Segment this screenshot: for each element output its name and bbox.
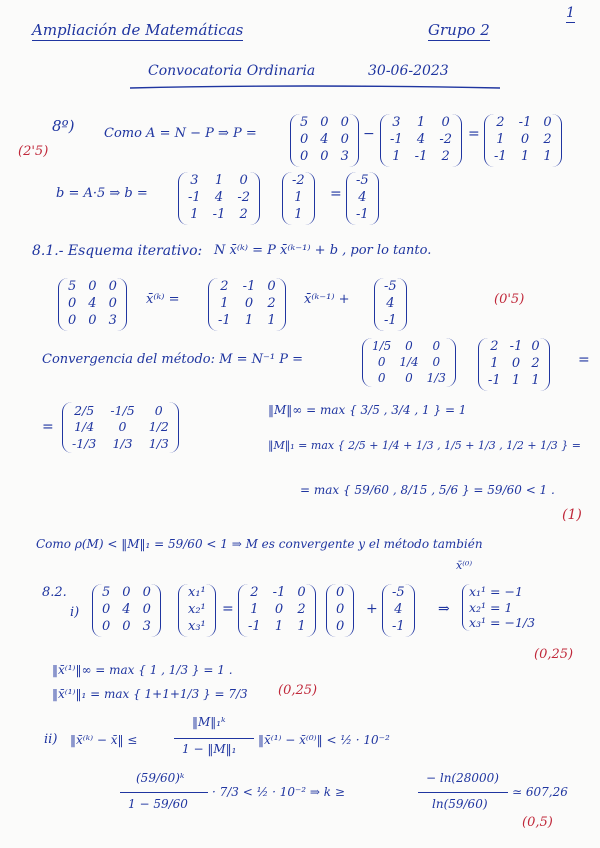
k-bar (418, 792, 508, 793)
P-matrix: 2 -1 0 1 0 2 -1 1 1 (484, 114, 562, 167)
error-bound-bar (174, 738, 254, 739)
b-equals: = (330, 186, 342, 202)
M-equals-leading: = (42, 419, 54, 435)
step1-plus: + (366, 601, 378, 617)
step1-equals: = (222, 601, 234, 617)
ineq-den: 1 − 59/60 (128, 797, 188, 811)
iter-rhs-var: x̄⁽ᵏ⁻¹⁾ + (304, 292, 350, 307)
norm-x1-inf: ‖x̄⁽¹⁾‖∞ = max { 1 , 1/3 } = 1 . (52, 663, 233, 677)
norm-1-M-b: = max { 59/60 , 8/15 , 5/6 } = 59/60 < 1 . (300, 483, 555, 497)
norm-1-M-a: ‖M‖₁ = max { 2/5 + 1/4 + 1/3 , 1/5 + 1/3 , 1/2 + 1/3 } = (268, 439, 582, 452)
error-bound-tail: ‖x̄⁽¹⁾ − x̄⁽⁰⁾‖ < ½ · 10⁻² (258, 733, 390, 747)
problem-label: 8º) (52, 117, 75, 135)
course-title: Ampliación de Matemáticas (32, 21, 244, 39)
convocatoria-label: Convocatoria Ordinaria (148, 63, 316, 79)
iter-lhs-matrix: 5 0 0 0 4 0 0 0 3 (58, 278, 127, 331)
k-num: − ln(28000) (426, 771, 499, 785)
step1-const-vector: -5 4 -1 (382, 584, 415, 637)
score-norms: (0,25) (278, 683, 318, 698)
iter-lhs-var: x̄⁽ᵏ⁾ = (146, 292, 180, 307)
conclusion-sub: x̄⁽⁰⁾ (456, 559, 473, 572)
M-equals-trailing: = (578, 352, 590, 368)
step1-unknown-vector: x₁¹ x₂¹ x₃¹ (178, 584, 216, 637)
score-step1: (0,25) (534, 647, 574, 662)
score-convergence: (1) (562, 507, 582, 523)
step1-solution: x₁¹ = −1 x₂¹ = 1 x₃¹ = −1/3 (462, 584, 535, 631)
error-bound-num: ‖M‖₁ᵏ (192, 715, 226, 729)
error-bound-den: 1 − ‖M‖₁ (182, 742, 237, 756)
item-i-label: i) (70, 605, 80, 620)
implies-arrow: ⇒ (438, 601, 450, 617)
k-result: ≃ 607,26 (512, 785, 568, 799)
convergence-label: Convergencia del método: M = N⁻¹ P = (42, 352, 303, 367)
group-label: Grupo 2 (428, 21, 490, 39)
split-intro: Como A = N − P ⇒ P = (104, 126, 257, 141)
step1-rhs-matrix: 2 -1 0 1 0 2 -1 1 1 (238, 584, 316, 637)
part-8-2-label: 8.2. (42, 585, 67, 600)
score-step2: (0,5) (522, 815, 553, 830)
M-matrix: 2/5 -1/5 0 1/4 0 1/2 -1/3 1/3 1/3 (62, 402, 179, 453)
equals-sign: = (468, 126, 480, 142)
b-vector-out: -5 4 -1 (346, 172, 379, 225)
error-bound-lhs: ‖x̄⁽ᵏ⁾ − x̄‖ ≤ (70, 733, 138, 747)
N-matrix: 5 0 0 0 4 0 0 0 3 (290, 114, 359, 167)
step1-zero-vector: 0 0 0 (326, 584, 354, 637)
ineq-mid: · 7/3 < ½ · 10⁻² ⇒ k ≥ (212, 785, 345, 799)
page-number: 1 (566, 6, 575, 23)
iter-rhs-matrix: 2 -1 0 1 0 2 -1 1 1 (208, 278, 286, 331)
ineq-bar (120, 792, 208, 793)
item-ii-label: ii) (44, 732, 58, 747)
iterative-formula: N x̄⁽ᵏ⁾ = P x̄⁽ᵏ⁻¹⁾ + b , por lo tanto. (214, 243, 432, 258)
k-den: ln(59/60) (432, 797, 488, 811)
iter-const-vector: -5 4 -1 (374, 278, 407, 331)
ineq-num: (59/60)ᵏ (136, 771, 185, 785)
problem-score: (2'5) (18, 144, 49, 159)
part-8-1-heading: 8.1.- Esquema iterativo: (32, 243, 203, 259)
exam-date: 30-06-2023 (368, 63, 449, 79)
step1-lhs-matrix: 5 0 0 0 4 0 0 0 3 (92, 584, 161, 637)
norm-x1-one: ‖x̄⁽¹⁾‖₁ = max { 1+1+1/3 } = 7/3 (52, 687, 248, 701)
Ninv-matrix: 1/5 0 0 0 1/4 0 0 0 1/3 (362, 338, 456, 387)
score-8-1: (0'5) (494, 292, 525, 307)
convergence-conclusion: Como ρ(M) < ‖M‖₁ = 59/60 < 1 ⇒ M es convergente y el método también (36, 537, 483, 551)
b-A-matrix: 3 1 0 -1 4 -2 1 -1 2 (178, 172, 260, 225)
norm-inf-M: ‖M‖∞ = max { 3/5 , 3/4 , 1 } = 1 (268, 403, 467, 417)
A-matrix: 3 1 0 -1 4 -2 1 -1 2 (380, 114, 462, 167)
Ninv-P-matrix: 2 -1 0 1 0 2 -1 1 1 (478, 338, 550, 391)
minus-sign: − (363, 126, 375, 142)
b-vector-in: -2 1 1 (282, 172, 315, 225)
b-intro: b = A·5 ⇒ b = (56, 186, 148, 201)
